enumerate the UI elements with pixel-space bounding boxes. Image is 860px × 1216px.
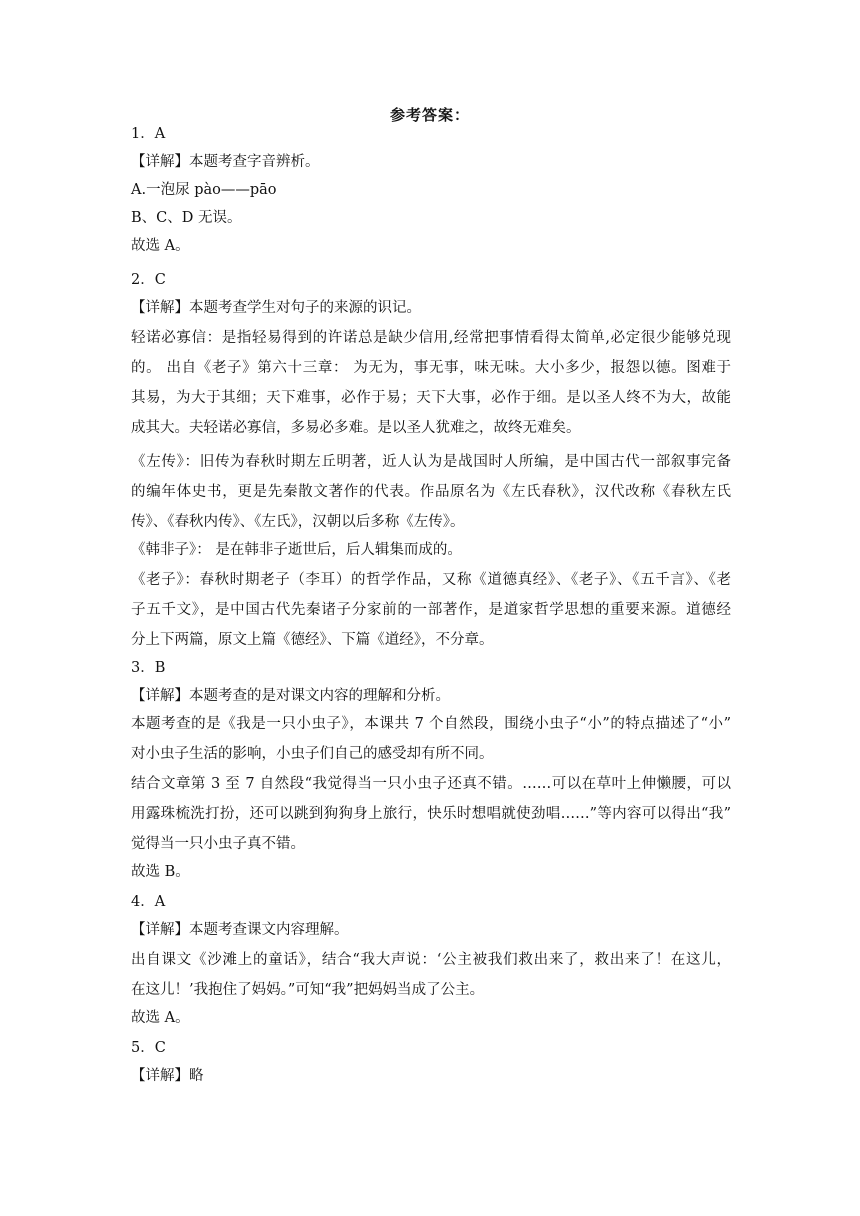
answer-5-number: 5．C — [131, 1040, 166, 1056]
answer-3-paragraph-line: 觉得当一只小虫子真不错。 — [131, 836, 305, 852]
answer-2-paragraph-line: 其易，为大于其细；天下难事，必作于易；天下大事，必作于细。是以圣人终不为大，故能 — [131, 390, 731, 406]
answer-1-detail: B、C、D 无误。 — [131, 210, 242, 226]
answer-2-paragraph-line: 的。 出自《老子》第六十三章： 为无为，事无事，味无味。大小多少，报怨以德。图难于 — [131, 360, 731, 376]
answer-3-paragraph-line: 对小虫子生活的影响，小虫子们自己的感受却有所不同。 — [131, 746, 494, 762]
answer-2-paragraph-line: 《韩非子》： 是在韩非子逝世后，后人辑集而成的。 — [131, 542, 462, 558]
answer-3-paragraph-line: 本题考查的是《我是一只小虫子》，本课共 7 个自然段，围绕小虫子“小”的特点描述了“小” — [131, 716, 731, 732]
answer-3-paragraph-line: 结合文章第 3 至 7 自然段“我觉得当一只小虫子还真不错。……可以在草叶上伸懒腰，可以 — [131, 776, 731, 792]
answer-4-number: 4．A — [131, 894, 166, 910]
answer-2-paragraph-line: 成其大。夫轻诺必寡信，多易必多难。是以圣人犹难之，故终无难矣。 — [131, 420, 581, 436]
answer-4-paragraph-line: 出自课文《沙滩上的童话》，结合“我大声说：‘公主被我们救出来了，救出来了！在这儿， — [131, 952, 731, 968]
answer-3-explanation: 【详解】本题考查的是对课文内容的理解和分析。 — [131, 688, 450, 704]
answer-2-number: 2．C — [131, 272, 166, 288]
answer-2-explanation: 【详解】本题考查学生对句子的来源的识记。 — [131, 300, 421, 316]
answer-1-explanation: 【详解】本题考查字音辨析。 — [131, 154, 320, 170]
answer-2-paragraph-line: 《左传》：旧传为春秋时期左丘明著，近人认为是战国时人所编，是中国古代一部叙事完备 — [131, 454, 731, 470]
answer-2-paragraph-line: 分上下两篇，原文上篇《德经》、下篇《道经》，不分章。 — [131, 632, 494, 648]
answer-1-conclusion: 故选 A。 — [131, 238, 190, 254]
answer-2-paragraph-line: 的编年体史书，更是先秦散文著作的代表。作品原名为《左氏春秋》，汉代改称《春秋左氏 — [131, 484, 731, 500]
answer-5-explanation: 【详解】略 — [131, 1068, 204, 1084]
answer-1-number: 1．A — [131, 126, 166, 142]
answer-4-conclusion: 故选 A。 — [131, 1010, 190, 1026]
answer-1-detail: A.一泡尿 pào——pāo — [131, 182, 277, 198]
answer-2-paragraph-line: 传》、《春秋内传》、《左氏》，汉朝以后多称《左传》。 — [131, 514, 465, 530]
answer-4-paragraph-line: 在这儿！’我抱住了妈妈。”可知“我”把妈妈当成了公主。 — [131, 982, 485, 998]
answer-3-paragraph-line: 用露珠梳洗打扮，还可以跳到狗狗身上旅行，快乐时想唱就使劲唱……”等内容可以得出“我” — [131, 806, 731, 822]
answer-4-explanation: 【详解】本题考查课文内容理解。 — [131, 922, 349, 938]
page-title: 参考答案： — [389, 106, 470, 124]
answer-2-paragraph-line: 轻诺必寡信：是指轻易得到的许诺总是缺少信用,经常把事情看得太简单,必定很少能够兑现 — [131, 330, 731, 346]
answer-2-paragraph-line: 《老子》：春秋时期老子（李耳）的哲学作品，又称《道德真经》、《老子》、《五千言》、《老 — [131, 572, 731, 588]
answer-3-conclusion: 故选 B。 — [131, 864, 190, 880]
answer-3-number: 3．B — [131, 660, 166, 676]
answer-2-paragraph-line: 子五千文》，是中国古代先秦诸子分家前的一部著作，是道家哲学思想的重要来源。道德经 — [131, 602, 731, 618]
